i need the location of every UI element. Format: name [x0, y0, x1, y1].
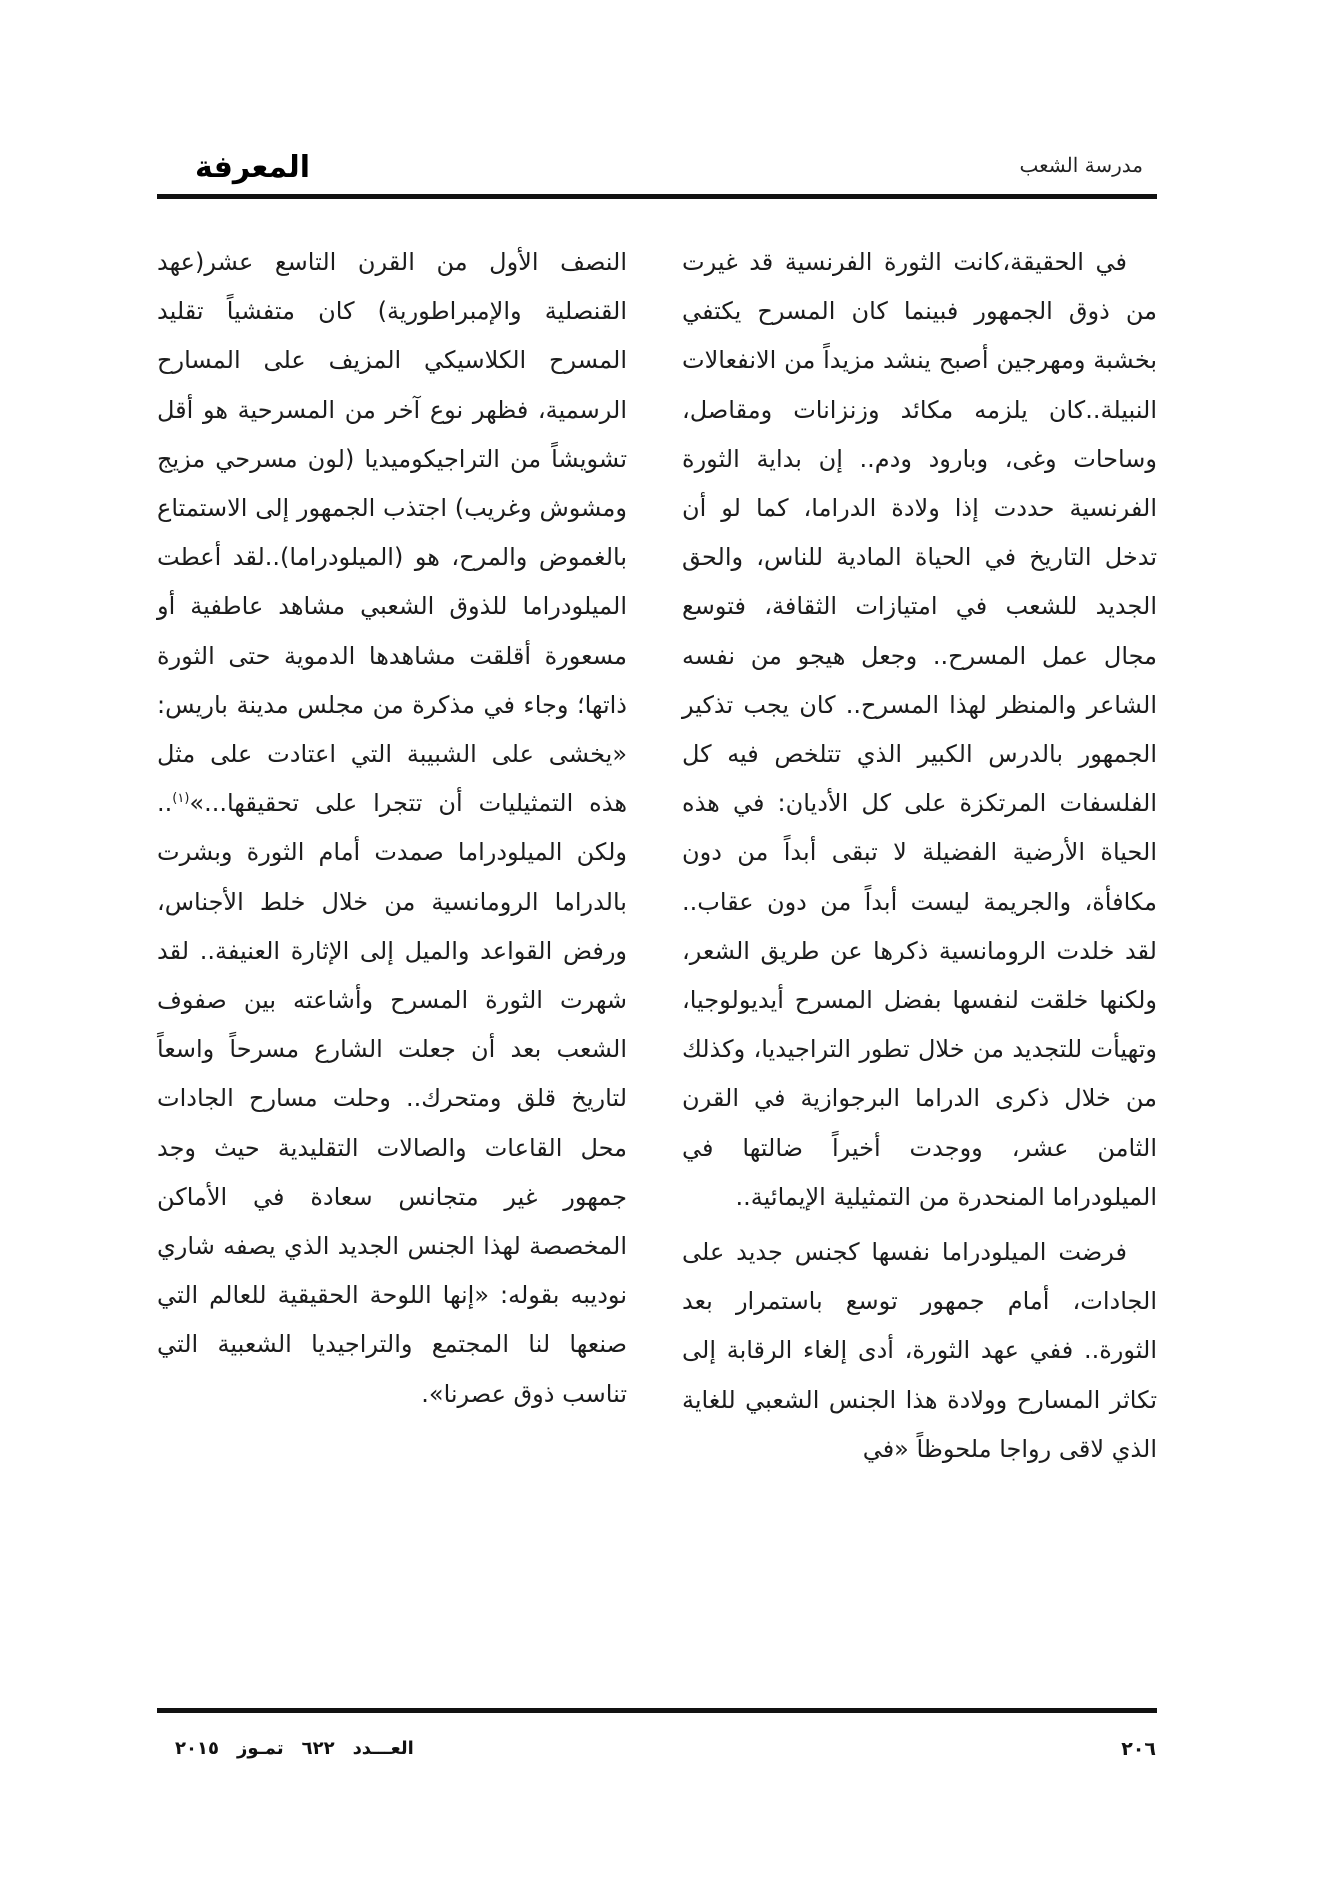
paragraph	[157, 238, 627, 1419]
footnote-marker: (١)	[172, 791, 190, 807]
issue-month: تمـوز	[236, 1738, 284, 1759]
header-rule	[157, 194, 1157, 199]
article-column-right	[682, 238, 1157, 1474]
article-column-left	[157, 238, 627, 1419]
issue-year: ٢٠١٥	[175, 1738, 219, 1759]
paragraph: فرضت الميلودراما نفسها كجنس جديد على الجادات، أمام جمهور توسع باستمرار بعد الثورة.. ففي عهد الثورة، أدى إلغاء الرقابة إلى تكاثر المسارح وولادة هذا الجنس الشعبي للغاية الذي لاقى رواجا ملحوظاً «في	[682, 1238, 1157, 1463]
issue-number: ٦٢٢	[301, 1738, 335, 1759]
paragraph: في الحقيقة،كانت الثورة الفرنسية قد غيرت من ذوق الجمهور فبينما كان المسرح يكتفي بخشبة ومهرجين أصبح ينشد مزيداً من الانفعالات النبيلة..كان يلزمه مكائد وزنزانات ومقاصل، وساحات وغى، وبارود ودم.. إن بداية الثورة الفرنسية حددت إذا ولادة الدراما، كما لو أن تدخل التاريخ في الحياة المادية للناس، والحق الجديد للشعب في امتيازات الثقافة، فتوسع مجال عمل المسرح.. وجعل هيجو من نفسه الشاعر والمنظر لهذا المسرح.. كان يجب تذكير الجمهور بالدرس الكبير الذي تتلخص فيه كل الفلسفات المرتكزة على كل الأديان: في هذه الحياة الأرضية الفضيلة لا تبقى أبداً من دون مكافأة، والجريمة ليست أبداً من دون عقاب.. لقد خلدت الرومانسية ذكرها عن طريق الشعر، ولكنها خلقت لنفسها بفضل المسرح أيديولوجيا، وتهيأت للتجديد من خلال تطور التراجيديا، وكذلك من خلال ذكرى الدراما البرجوازية في القرن الثامن عشر، ووجدت أخيراً ضالتها في الميلودراما المنحدرة من التمثيلية الإيمائية..	[682, 248, 1157, 1211]
page-number: ٢٠٦	[1121, 1738, 1156, 1760]
section-title: مدرسة الشعب	[1019, 153, 1143, 177]
issue-label: العـــدد	[352, 1738, 414, 1759]
footer-rule	[157, 1708, 1157, 1713]
paragraph-text: النصف الأول من القرن التاسع عشر(عهد القنصلية والإمبراطورية) كان متفشياً تقليد المسرح الكلاسيكي المزيف على المسارح الرسمية، فظهر نوع آخر من المسرحية هو أقل تشويشاً من التراجيكوميديا (لون مسرحي مزيج ومشوش وغريب) اجتذب الجمهور إلى الاستمتاع بالغموض والمرح، هو (الميلودراما)..لقد أعطت الميلودراما للذوق الشعبي مشاهد عاطفية أو مسعورة أقلقت مشاهدها الدموية حتى الثورة ذاتها؛ وجاء في مذكرة من مجلس مدينة باريس: «يخشى على الشبيبة التي اعتادت على مثل هذه التمثيليات أن تتجرا على تحقيقها...»	[157, 248, 627, 818]
issue-info	[157, 1736, 414, 1762]
paragraph-text: .. ولكن الميلودراما صمدت أمام الثورة وبشرت بالدراما الرومانسية من خلال خلط الأجناس، ورفض القواعد والميل إلى الإثارة العنيفة.. لقد شهرت الثورة المسرح وأشاعته بين صفوف الشعب بعد أن جعلت الشارع مسرحاً واسعاً لتاريخ قلق ومتحرك.. وحلت مسارح الجادات محل القاعات والصالات التقليدية حيث وجد جمهور غير متجانس سعادة في الأماكن المخصصة لهذا الجنس الجديد الذي يصفه شاري نوديبه بقوله: «إنها اللوحة الحقيقية للعالم التي صنعها لنا المجتمع والتراجيديا الشعبية التي تناسب ذوق عصرنا».	[157, 789, 627, 1408]
magazine-logo: المعرفة	[195, 150, 311, 185]
